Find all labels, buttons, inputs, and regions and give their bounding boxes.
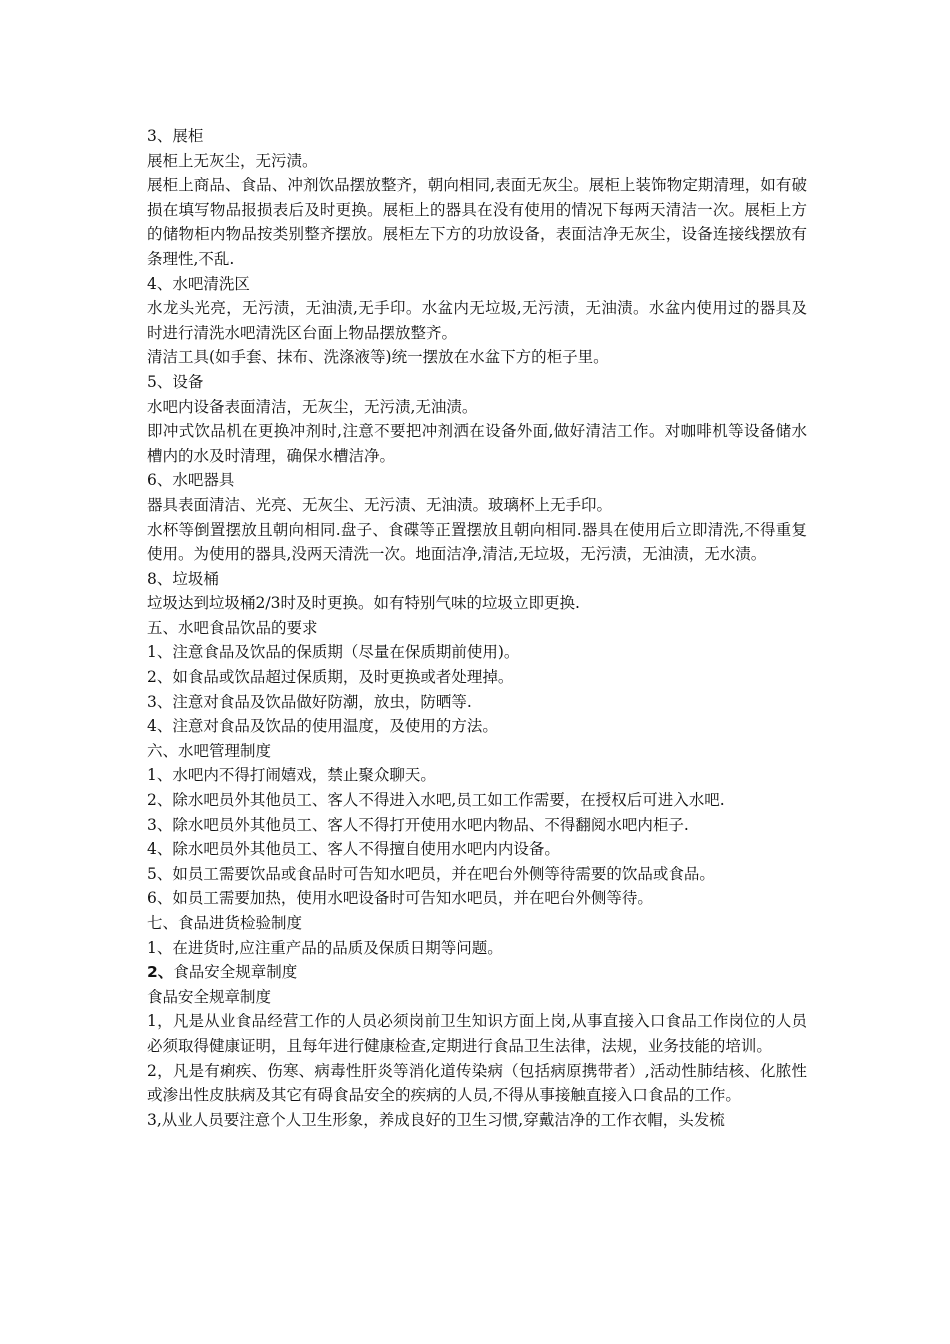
paragraph: 即冲式饮品机在更换冲剂时,注意不要把冲剂洒在设备外面,做好清洁工作。对咖啡机等设备储水槽内的水及时清理，确保水槽洁净。 (147, 422, 807, 465)
heading-water-bar-management: 六、水吧管理制度 (147, 741, 272, 760)
list-item: 1、注意食品及饮品的保质期（尽量在保质期前使用)。 (147, 643, 520, 662)
paragraph: 清洁工具(如手套、抹布、洗涤液等)统一摆放在水盆下方的柜子里。 (147, 348, 609, 367)
heading-water-bar-utensils: 6、水吧器具 (147, 471, 235, 490)
paragraph: 水吧内设备表面清洁，无灰尘，无污渍,无油渍。 (147, 397, 478, 416)
paragraph: 垃圾达到垃圾桶2/3时及时更换。如有特别气味的垃圾立即更换. (147, 594, 580, 613)
paragraph: 水龙头光亮，无污渍，无油渍,无手印。水盆内无垃圾,无污渍，无油渍。水盆内使用过的器具及时进行清洗水吧清洗区台面上物品摆放整齐。 (147, 299, 807, 342)
section-heading-number: 2、 (147, 963, 174, 982)
rule-paragraph: 2，凡是有痢疾、伤寒、病毒性肝炎等消化道传染病（包括病原携带者）,活动性肺结核、化脓性或渗出性皮肤病及其它有碍食品安全的疾病的人员,不得从事接触直接入口食品的工作。 (147, 1061, 807, 1105)
list-item: 2、如食品或饮品超过保质期，及时更换或者处理掉。 (147, 668, 514, 687)
list-item: 4、注意对食品及饮品的使用温度，及使用的方法。 (147, 717, 498, 736)
paragraph: 展柜上无灰尘，无污渍。 (147, 151, 318, 170)
rule-paragraph: 3,从业人员要注意个人卫生形象，养成良好的卫生习惯,穿戴洁净的工作衣帽，头发梳 (147, 1110, 725, 1129)
paragraph: 器具表面清洁、光亮、无灰尘、无污渍、无油渍。玻璃杯上无手印。 (147, 495, 613, 514)
section-heading-text: 食品安全规章制度 (173, 963, 298, 982)
heading-display-cabinet: 3、展柜 (147, 127, 204, 145)
paragraph: 展柜上商品、食品、冲剂饮品摆放整齐，朝向相同,表面无灰尘。展柜上装饰物定期清理，如有破损在填写物品报损表后及时更换。展柜上的器具在没有使用的情况下每两天清洁一次。展柜上方的储物柜内物品按类别整齐摆放。展柜左下方的功放设备，表面洁净无灰尘，设备连接线摆放有条理性,不乱. (147, 176, 807, 268)
list-item: 1、在进货时,应注重产品的品质及保质日期等问题。 (147, 938, 503, 957)
rule-paragraph: 1，凡是从业食品经营工作的人员必须岗前卫生知识方面上岗,从事直接入口食品工作岗位的人员必须取得健康证明，且每年进行健康检查,定期进行食品卫生法律，法规，业务技能的培训。 (147, 1012, 807, 1055)
document-body (147, 124, 807, 1132)
heading-water-bar-cleaning-area: 4、水吧清洗区 (147, 274, 250, 293)
heading-food-inspection: 七、食品进货检验制度 (147, 914, 303, 932)
heading-equipment: 5、设备 (147, 372, 204, 391)
section-heading (147, 960, 807, 985)
list-item: 3、注意对食品及饮品做好防潮，放虫，防晒等. (147, 692, 472, 711)
list-item: 3、除水吧员外其他员工、客人不得打开使用水吧内物品、不得翻阅水吧内柜子. (147, 815, 689, 834)
heading-trash-bin: 8、垃圾桶 (147, 569, 219, 588)
list-item: 5、如员工需要饮品或食品时可告知水吧员，并在吧台外侧等待需要的饮品或食品。 (147, 864, 715, 883)
list-item: 4、除水吧员外其他员工、客人不得擅自使用水吧内内设备。 (147, 840, 560, 859)
list-item: 1、水吧内不得打闹嬉戏，禁止聚众聊天。 (147, 766, 436, 785)
list-item: 2、除水吧员外其他员工、客人不得进入水吧,员工如工作需要，在授权后可进入水吧. (147, 791, 725, 810)
list-item: 6、如员工需要加热，使用水吧设备时可告知水吧员，并在吧台外侧等待。 (147, 889, 653, 908)
heading-food-drink-requirements: 五、水吧食品饮品的要求 (147, 618, 318, 637)
heading-food-safety-rules: 食品安全规章制度 (147, 987, 272, 1006)
paragraph: 水杯等倒置摆放且朝向相同.盘子、食碟等正置摆放且朝向相同.器具在使用后立即清洗,不得重复使用。为使用的器具,没两天清洗一次。地面洁净,清洁,无垃圾，无污渍，无油渍，无水渍。 (147, 520, 807, 564)
